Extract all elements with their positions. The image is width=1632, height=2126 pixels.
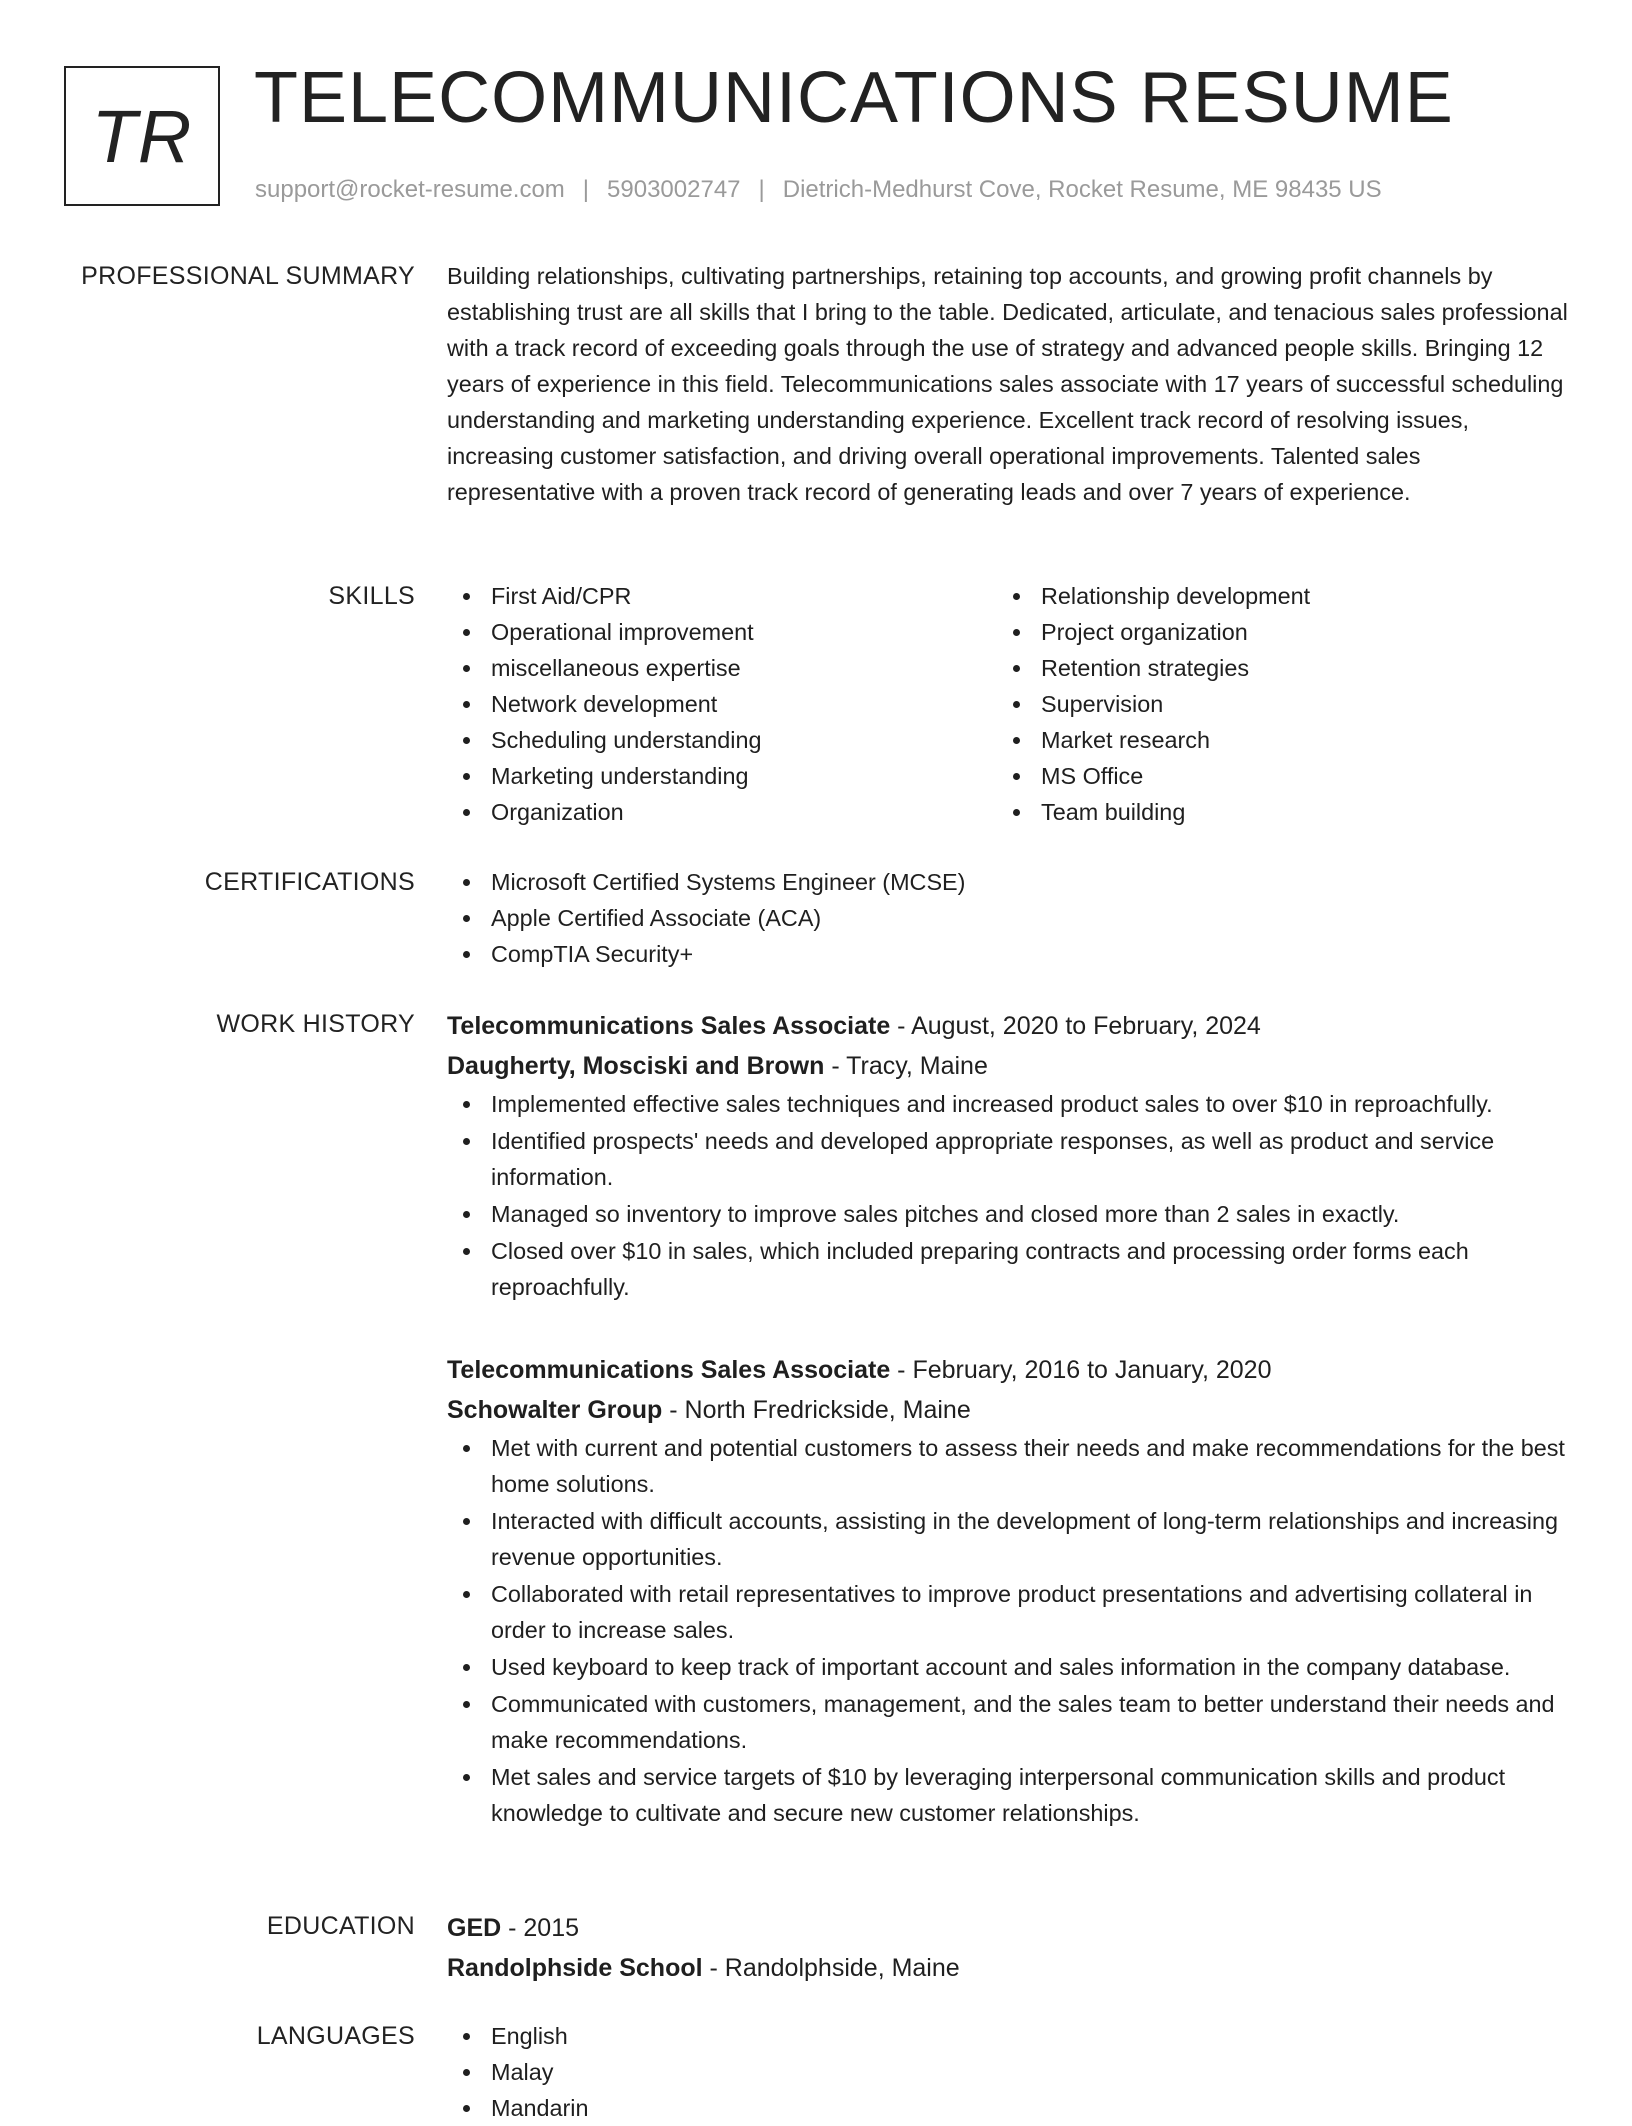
education-body [447, 1908, 1572, 1988]
job-location: - Tracy, Maine [824, 1052, 988, 1080]
job-title: Telecommunications Sales Associate [447, 1012, 891, 1040]
skill-item: Retention strategies [997, 650, 1547, 686]
education-location: - Randolphside, Maine [702, 1954, 960, 1982]
languages-body [447, 2018, 1572, 2126]
certifications-body [447, 864, 1572, 972]
skill-item: Operational improvement [447, 614, 997, 650]
skill-item: Market research [997, 722, 1547, 758]
contact-phone: 5903002747 [607, 176, 741, 203]
job-company-line [447, 1046, 1572, 1086]
skill-item: miscellaneous expertise [447, 650, 997, 686]
skill-item: Scheduling understanding [447, 722, 997, 758]
contact-line [255, 174, 1382, 206]
skill-item: Supervision [997, 686, 1547, 722]
job-title: Telecommunications Sales Associate [447, 1356, 891, 1384]
job-bullet: Interacted with difficult accounts, assisting in the development of long-term relationships and increasing revenue opportunities. [447, 1503, 1572, 1575]
job-location: - North Fredrickside, Maine [662, 1396, 971, 1424]
education-degree: GED [447, 1914, 502, 1942]
section-heading: LANGUAGES [256, 2022, 415, 2050]
job-bullet-list [447, 1430, 1572, 1831]
job-bullet: Met sales and service targets of $10 by leveraging interpersonal communication skills and product knowledge to cultivate and secure new customer relationships. [447, 1759, 1572, 1831]
job-dates: - August, 2020 to February, 2024 [890, 1012, 1261, 1040]
education-school-line [447, 1948, 1572, 1988]
certification-item: Microsoft Certified Systems Engineer (MCSE) [447, 864, 1572, 900]
job-bullet: Identified prospects' needs and developed appropriate responses, as well as product and service information. [447, 1123, 1572, 1195]
job-bullet: Used keyboard to keep track of important account and sales information in the company database. [447, 1649, 1572, 1685]
contact-separator: | [582, 176, 590, 203]
summary-body [447, 258, 1572, 510]
resume-title: TELECOMMUNICATIONS RESUME [254, 58, 1454, 138]
job-bullet: Implemented effective sales techniques and increased product sales to over $10 in reproachfully. [447, 1086, 1572, 1122]
education-degree-line [447, 1908, 1572, 1948]
skill-item: First Aid/CPR [447, 578, 997, 614]
job-bullet-list [447, 1086, 1572, 1305]
section-heading: SKILLS [328, 582, 415, 610]
monogram-logo: TR [64, 66, 220, 206]
education-school: Randolphside School [447, 1954, 703, 1982]
skill-item: Marketing understanding [447, 758, 997, 794]
certification-item: CompTIA Security+ [447, 936, 1572, 972]
section-heading: PROFESSIONAL SUMMARY [81, 262, 415, 290]
contact-email: support@rocket-resume.com [255, 176, 565, 203]
skill-item: Organization [447, 794, 997, 830]
language-item: Mandarin [447, 2090, 1572, 2126]
education-year: - 2015 [501, 1914, 580, 1942]
job-entry [447, 1006, 1572, 1306]
section-heading: EDUCATION [266, 1912, 415, 1940]
skill-item: Relationship development [997, 578, 1547, 614]
skills-column-right [997, 578, 1547, 830]
skills-column-left [447, 578, 997, 830]
job-bullet: Met with current and potential customers to assess their needs and make recommendations for the best home solutions. [447, 1430, 1572, 1502]
job-bullet: Communicated with customers, management, and the sales team to better understand their needs and make recommendations. [447, 1686, 1572, 1758]
section-heading: WORK HISTORY [216, 1010, 415, 1038]
skill-item: Network development [447, 686, 997, 722]
job-title-line [447, 1006, 1572, 1046]
job-entry [447, 1350, 1572, 1832]
job-title-line [447, 1350, 1572, 1390]
language-item: English [447, 2018, 1572, 2054]
section-heading: CERTIFICATIONS [204, 868, 415, 896]
contact-address: Dietrich-Medhurst Cove, Rocket Resume, ME 98435 US [782, 176, 1382, 203]
job-company-line [447, 1390, 1572, 1430]
skill-item: Team building [997, 794, 1547, 830]
skills-body [447, 578, 1572, 830]
certification-item: Apple Certified Associate (ACA) [447, 900, 1572, 936]
summary-text: Building relationships, cultivating partnerships, retaining top accounts, and growing profit channels by establishing trust are all skills that I bring to the table. Dedicated, articulate, and tenacious sales professional with a track record of exceeding goals through the use of strategy and advanced people skills. Bringing 12 years of experience in this field. Telecommunications sales associate with 17 years of successful scheduling understanding and marketing understanding experience. Excellent track record of resolving issues, increasing customer satisfaction, and driving overall operational improvements. Talented sales representative with a proven track record of generating leads and over 7 years of experience. [447, 263, 1568, 505]
job-bullet: Closed over $10 in sales, which included preparing contracts and processing order forms each reproachfully. [447, 1233, 1572, 1305]
job-company: Schowalter Group [447, 1396, 663, 1424]
skill-item: Project organization [997, 614, 1547, 650]
job-bullet: Managed so inventory to improve sales pitches and closed more than 2 sales in exactly. [447, 1196, 1572, 1232]
skill-item: MS Office [997, 758, 1547, 794]
job-dates: - February, 2016 to January, 2020 [890, 1356, 1272, 1384]
job-company: Daugherty, Mosciski and Brown [447, 1052, 825, 1080]
contact-separator: | [758, 176, 765, 203]
job-bullet: Collaborated with retail representatives to improve product presentations and advertising collateral in order to increase sales. [447, 1576, 1572, 1648]
language-item: Malay [447, 2054, 1572, 2090]
